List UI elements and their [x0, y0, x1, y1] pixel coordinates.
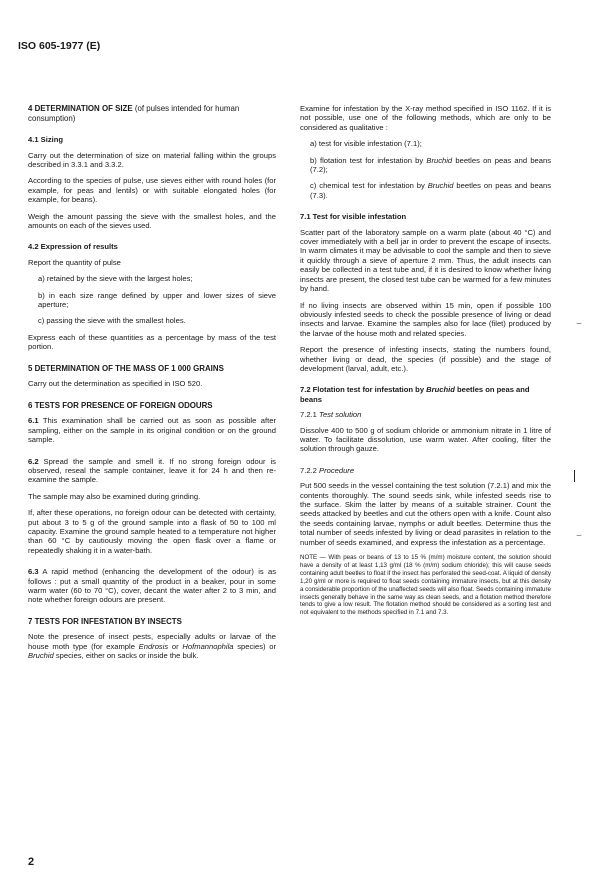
paragraph: The sample may also be examined during grinding.: [28, 491, 201, 501]
right-column: [300, 104, 551, 617]
paragraph: Carry out the determination of size on material falling within the groups described in 3.3.1 and 3.3.2.: [28, 150, 276, 169]
list-item: a) test for visible infestation (7.1);: [310, 139, 422, 149]
section-4-2-heading: 4.2 Expression of results: [28, 242, 118, 252]
paragraph: Express each of these quantities as a percentage by mass of the test portion.: [28, 332, 276, 352]
paragraph: Dissolve 400 to 500 g of sodium chloride or ammonium nitrate in 1 litre of water. To facilitate dissolution, use warm water. After cooling, filter the solution through gauze.: [300, 425, 551, 454]
paragraph: If, after these operations, no foreign odour can be detected with certainty, put about 3 to 5 g of the ground sample into a flask of 50 to 100 ml capacity. Examine the ground sample heated to a temperature not higher than 60 °C by cautiously moving the open flask over a flame or repeatedly shaking it in a water-bath.: [28, 508, 276, 555]
list-item: b) flotation test for infestation by Bruchid beetles on peas and beans (7.2);: [310, 155, 552, 175]
section-7-2-heading: 7.2 Flotation test for infestation by Bruchid beetles on peas and beans: [300, 385, 530, 404]
paragraph: Report the presence of infesting insects, stating the numbers found, whether living or dead, the species (if possible) and the stage of development (larval, adult, etc.).: [300, 345, 551, 373]
document-header: ISO 605-1977 (E): [18, 40, 101, 52]
paragraph: If no living insects are observed within 15 min, open if possible 100 obviously infested seeds to check the possible presence of living or dead insects and larvae. Examine the samples also for lace (filet) produced by the larvae of the house moth and related species.: [300, 300, 551, 338]
list-item: c) passing the sieve with the smallest holes.: [38, 316, 186, 326]
section-7-2-1-heading: 7.2.1 Test solution: [300, 410, 362, 420]
paragraph: 6.1 This examination shall be carried out as soon as possible after sampling, either on the sample in its original condition or on the ground sample.: [28, 416, 276, 445]
section-7-2-2-heading: 7.2.2 Procedure: [300, 465, 355, 475]
section-4-1-heading: 4.1 Sizing: [28, 135, 64, 145]
section-6-heading: 6 TESTS FOR PRESENCE OF FOREIGN ODOURS: [28, 400, 213, 410]
paragraph: Carry out the determination as specified in ISO 520.: [28, 379, 203, 389]
paragraph: 6.3 A rapid method (enhancing the development of the odour) is as follows : put a small quantity of the product in a beaker, pour in some warm water (60 to 70 °C), cover, decant the water after 2 to 3 min, and note whether foreign odours are present.: [28, 567, 276, 605]
margin-mark-icon: ⌣: [576, 530, 582, 540]
section-5-heading: 5 DETERMINATION OF THE MASS OF 1 000 GRAINS: [28, 363, 224, 373]
list-item: b) in each size range defined by upper and lower sizes of sieve aperture;: [38, 290, 276, 310]
margin-rule: [574, 470, 575, 482]
paragraph: 6.2 Spread the sample and smell it. If no strong foreign odour is observed, reseal the sample container, leave it for 24 h and then re-examine the sample.: [28, 456, 276, 485]
paragraph: According to the species of pulse, use sieves either with round holes (for example, for peas and lentils) or with suitable elongated holes (for example, for beans).: [28, 176, 276, 205]
paragraph: Note the presence of insect pests, especially adults or larvae of the house moth type (for example Endrosis or Hofmannophila species) or Bruchid species, either on sacks or inside the bulk.: [28, 632, 276, 661]
paragraph: Report the quantity of pulse: [28, 257, 121, 267]
paragraph: Weigh the amount passing the sieve with the smallest holes, and the amounts on each of the sieves used.: [28, 211, 276, 231]
list-item: c) chemical test for infestation by Bruchid beetles on peas and beans (7.3).: [310, 181, 551, 200]
left-column: [28, 104, 276, 668]
margin-mark-icon: ⌣: [576, 318, 582, 328]
note-paragraph: NOTE — With peas or beans of 13 to 15 % (m/m) moisture content, the solution should have a density of at least 1,13 g/ml (18 % (m/m) sodium chloride); this will cause seeds containing adult beetles to float if the insect has perforated the seed-coat. A liquid of density 1,20 g/ml or more is required to float seeds containing immature insects, but at this density a considerable proportion of the unaffected seeds will also float. Seeds containing immature insects generally behave in the same way as clean seeds, and a flotation method therefore tends to give a low result. The flotation method should be considered as a sorting test and not equivalent to the methods specified in 7.1 and 7.3.: [300, 554, 551, 617]
list-item: a) retained by the sieve with the largest holes;: [38, 274, 193, 284]
paragraph: Scatter part of the laboratory sample on a warm plate (about 40 °C) and cover immediately with a bell jar in order to prevent the escape of insects. In warm climates it may be advisable to cool the sample and then to sieve it quickly through a sieve of aperture 2 mm. Thus, the adult insects can easily be collected in a test tube and, if it is desired to know whether living insects are present, the closed test tube can be warmed for a few minutes by hand.: [300, 227, 551, 294]
section-7-1-heading: 7.1 Test for visible infestation: [300, 212, 407, 222]
paragraph: Put 500 seeds in the vessel containing the test solution (7.2.1) and mix the contents thoroughly. The sound seeds sink, while infested seeds rise to the surface. Skim the latter by means of a suitable strainer. Count the seeds attacked by beetles and cut the others open with a knife. Count also the seeds containing larvae, nymphs or adult beetles. Determine thus the total number of seeds infested by living or dead parasites in relation to the number of seeds examined, and express the infestation as a percentage.: [300, 481, 551, 547]
paragraph: Examine for infestation by the X-ray method specified in ISO 1162. If it is not possible, use one of the following methods, which are only to be considered as qualitative :: [300, 104, 551, 132]
section-4-heading: 4 DETERMINATION OF SIZE (of pulses intended for human consumption): [28, 104, 240, 123]
page-number: 2: [28, 856, 35, 868]
section-7-heading: 7 TESTS FOR INFESTATION BY INSECTS: [28, 616, 182, 626]
